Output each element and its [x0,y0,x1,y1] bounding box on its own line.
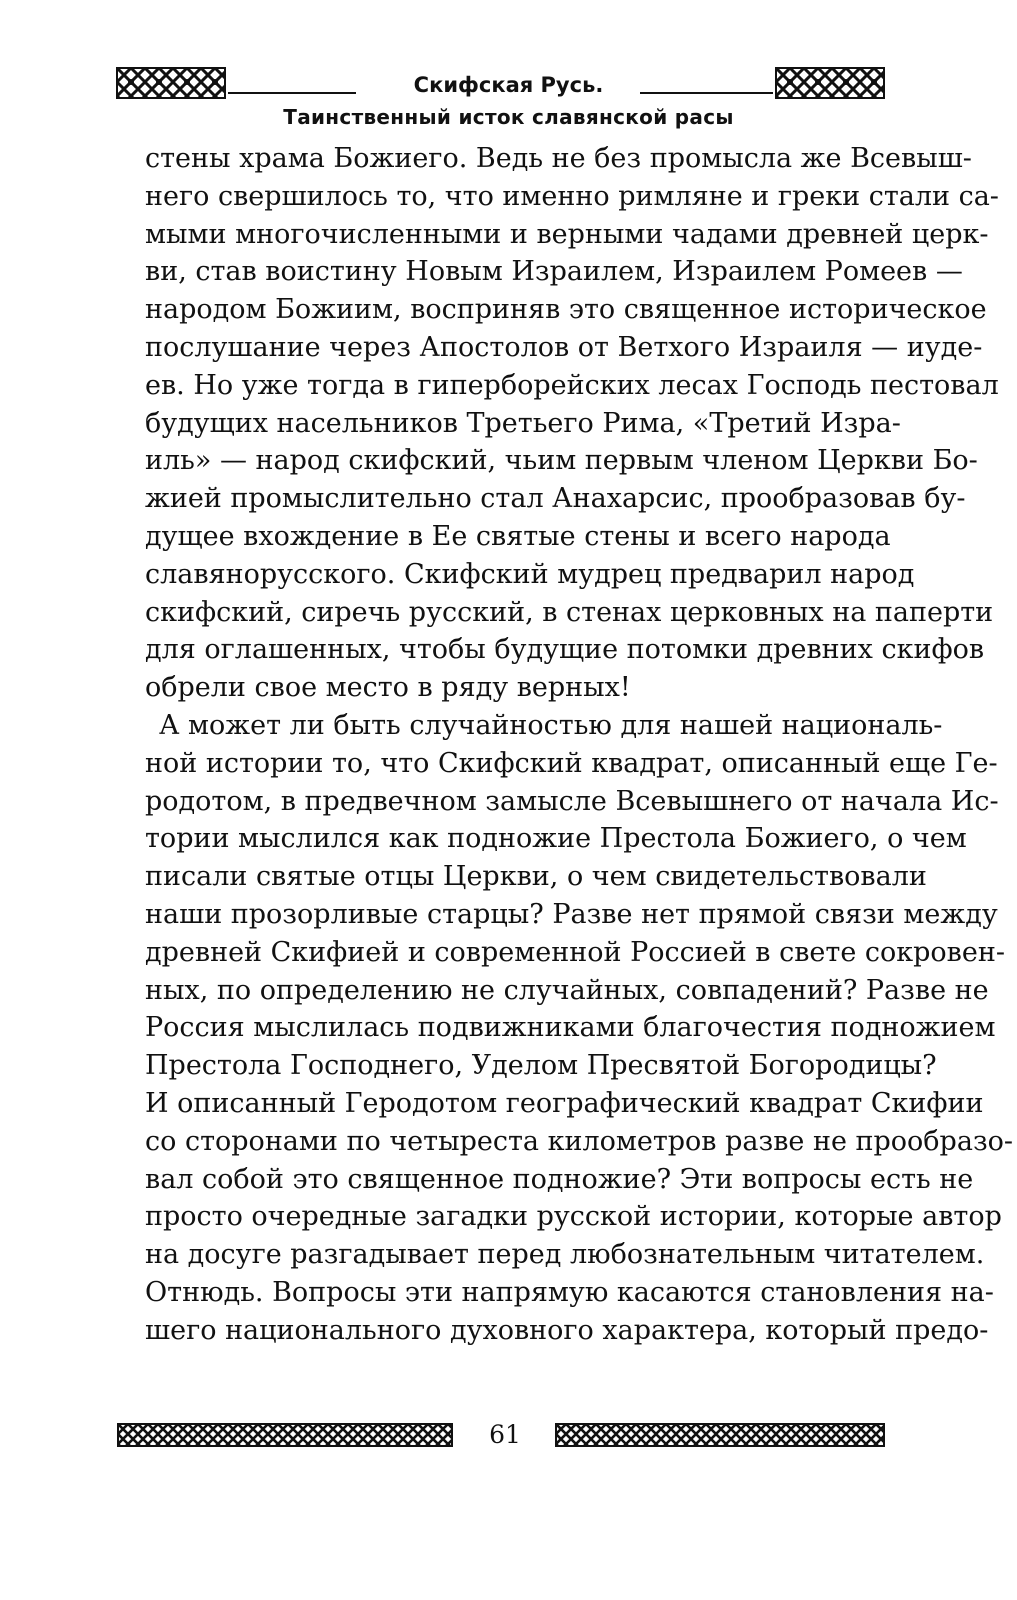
text-line: ев. Но уже тогда в гиперборейских лесах Господь пестовал [145,369,999,401]
page-body [145,140,1014,1350]
page-number: 61 [489,1420,521,1449]
text-line: просто очередные загадки русской истории, которые автор [145,1201,1002,1233]
text-line: него свершилось то, что именно римляне и греки стали са- [145,180,999,212]
footer-left-ornament-icon [118,1424,452,1446]
text-line: иль» — народ скифский, чьим первым членом Церкви Бо- [145,445,978,477]
running-header-subtitle: Таинственный исток славянской расы [283,105,734,129]
text-line: стены храма Божиего. Ведь не без промысла же Всевыш- [145,143,972,174]
text-line: древней Скифией и современной Россией в свете сокровен- [145,936,1005,968]
text-line: Россия мыслилась подвижниками благочестия подножием [145,1012,996,1044]
text-line: ной истории то, что Скифский квадрат, описанный еще Ге- [145,747,998,779]
text-line: послушание через Апостолов от Ветхого Израиля — иуде- [145,331,983,363]
text-line: скифский, сиречь русский, в стенах церковных на паперти [145,596,994,628]
text-line: будущих насельников Третьего Рима, «Третий Изра- [145,407,901,439]
text-line: вал собой это священное подножие? Эти вопросы есть не [145,1163,974,1195]
text-line: шего национального духовного характера, который предо- [145,1314,989,1346]
text-line: мыми многочисленными и верными чадами древней церк- [145,218,989,250]
paragraph [145,707,1014,1350]
text-line: наши прозорливые старцы? Разве нет прямой связи между [145,898,998,930]
text-line: А может ли быть случайностью для нашей националь- [159,709,943,741]
text-line: Престола Господнего, Уделом Пресвятой Богородицы? [145,1050,937,1082]
text-line: на досуге разгадывает перед любознательным читателем. [145,1239,985,1271]
paragraph [145,140,999,707]
text-line: дущее вхождение в Ее святые стены и всего народа [145,520,891,552]
text-line: жией промыслительно стал Анахарсис, прообразовав бу- [145,483,966,515]
text-line: ных, по определению не случайных, совпадений? Разве не [145,974,989,1006]
text-line: славянорусского. Скифский мудрец предварил народ [145,558,915,590]
text-line: для оглашенных, чтобы будущие потомки древних скифов [145,634,985,666]
text-line: со сторонами по четыреста километров разве не прообразо- [145,1125,1014,1157]
text-line: родотом, в предвечном замысле Всевышнего от начала Ис- [145,785,999,817]
text-line: обрели свое место в ряду верных! [145,672,631,704]
text-line: тории мыслился как подножие Престола Божиего, о чем [145,823,967,855]
text-line: Отнюдь. Вопросы эти напрямую касаются становления на- [145,1276,994,1308]
text-line: ви, став воистину Новым Израилем, Израилем Ромеев — [145,256,963,288]
text-line: писали святые отцы Церкви, о чем свидетельствовали [145,861,927,893]
text-line: И описанный Геродотом географический квадрат Скифии [145,1087,984,1119]
text-line: народом Божиим, восприняв это священное историческое [145,294,987,326]
footer-right-ornament-icon [556,1424,884,1446]
running-header-title: Скифская Русь. [413,73,604,97]
